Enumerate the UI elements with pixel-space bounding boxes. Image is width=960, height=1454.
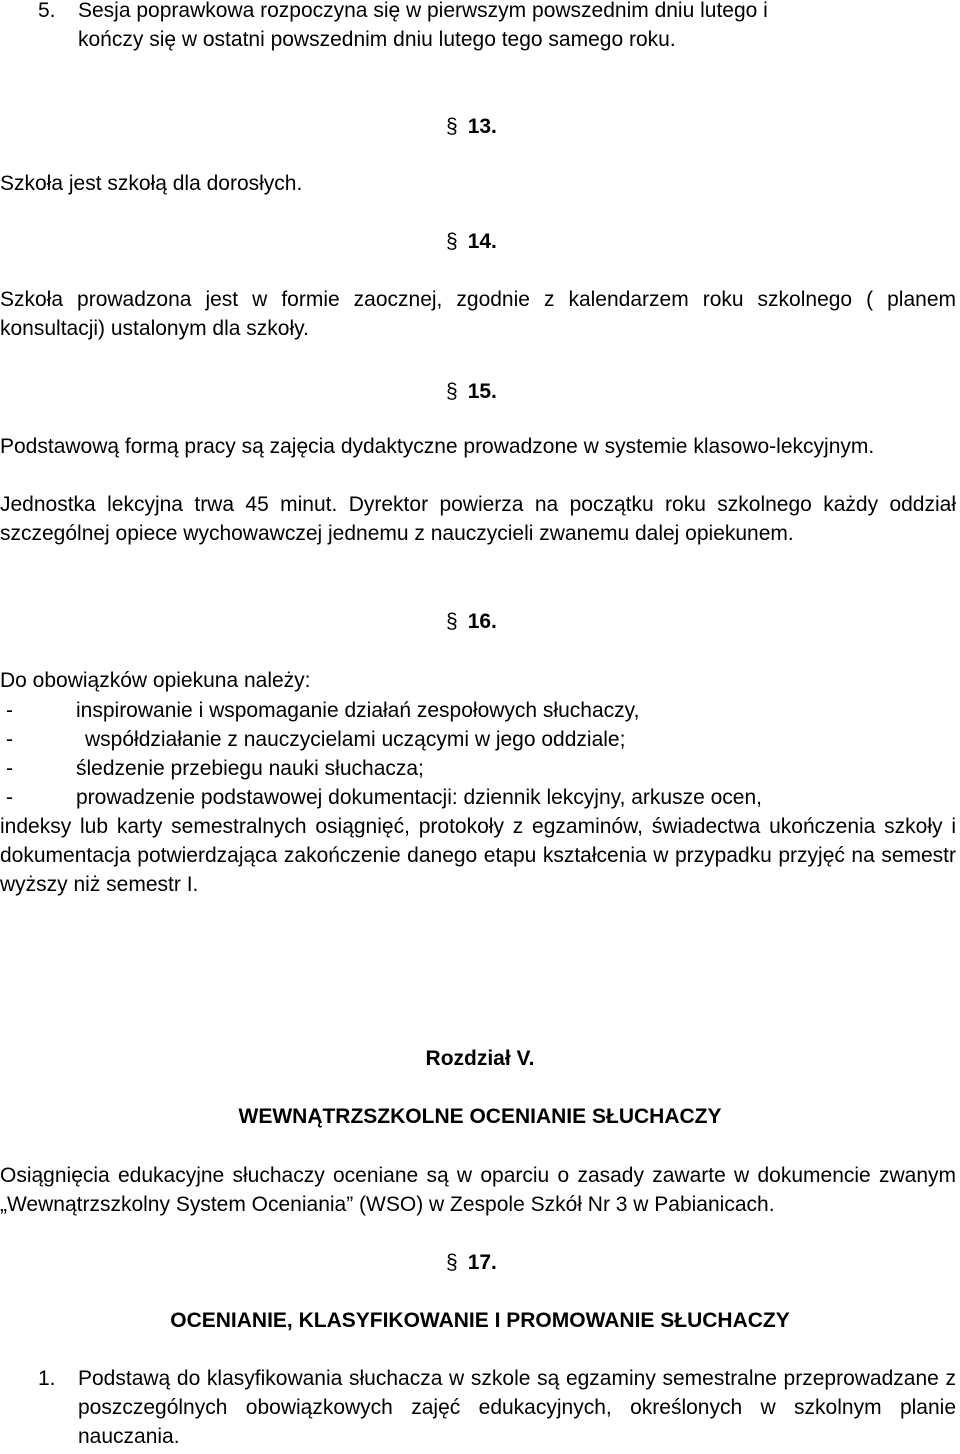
dash-bullet: - — [6, 699, 13, 722]
section-17-title: OCENIANIE, KLASYFIKOWANIE I PROMOWANIE SŁUCHACZY — [170, 1309, 790, 1332]
dash-bullet: - — [6, 757, 13, 780]
duties-continuation: indeksy lub karty semestralnych osiągnięć, protokoły z egzaminów, świadectwa ukończenia szkoły i dokumentacja potwierdzająca zakończenie danego etapu kształcenia w przypadku przyjęć na semestr wyższy niż semestr I. — [0, 815, 956, 896]
chapter-heading: Rozdział V. — [425, 1047, 535, 1070]
section-number: 17. — [467, 1251, 497, 1274]
paragraph-13: Szkoła jest szkołą dla dorosłych. — [0, 172, 303, 195]
section-number: 13. — [467, 115, 497, 138]
duty-text: śledzenie przebiegu nauki słuchacza; — [76, 757, 424, 780]
section-heading-16 — [446, 607, 497, 636]
paragraph-sign: § — [446, 1251, 458, 1274]
section-heading-15 — [446, 377, 497, 406]
list-item-text: Podstawą do klasyfikowania słuchacza w szkole są egzaminy semestralne przeprowadzane z poszczególnych obowiązkowych zajęć edukacyjnych, określonych w szkolnym planie nauczania. — [78, 1367, 956, 1448]
paragraph-15-b: Jednostka lekcyjna trwa 45 minut. Dyrektor powierza na początku roku szkolnego każdy oddział szczególnej opiece wychowawczej jednemu z nauczycieli zwanemu dalej opiekunem. — [0, 493, 956, 545]
duty-item-2 — [0, 725, 956, 754]
paragraph-15-a: Podstawową formą pracy są zajęcia dydaktyczne prowadzone w systemie klasowo-lekcyjnym. — [0, 435, 875, 458]
chapter-title: WEWNĄTRZSZKOLNE OCENIANIE SŁUCHACZY — [238, 1105, 722, 1128]
paragraph-sign: § — [446, 610, 458, 633]
paragraph-14: Szkoła prowadzona jest w formie zaocznej, zgodnie z kalendarzem roku szkolnego ( planem konsultacji) ustalonym dla szkoły. — [0, 288, 956, 340]
list-item-1 — [0, 1364, 956, 1454]
paragraph-16-intro: Do obowiązków opiekuna należy: — [0, 669, 311, 692]
list-item-text — [78, 0, 956, 54]
section-heading-17 — [446, 1248, 497, 1277]
paragraph-sign: § — [446, 380, 458, 403]
duty-item-1 — [0, 696, 956, 725]
paragraph-wso: Osiągnięcia edukacyjne słuchaczy oceniane są w oparciu o zasady zawarte w dokumencie zwanym „Wewnątrzszkolny System Oceniania” (WSO) w Zespole Szkół Nr 3 w Pabianicach. — [0, 1164, 956, 1216]
section-heading-14 — [446, 227, 497, 256]
section-number: 14. — [467, 230, 497, 253]
duty-text: prowadzenie podstawowej dokumentacji: dziennik lekcyjny, arkusze ocen, — [76, 786, 762, 809]
duty-item-4 — [0, 783, 956, 812]
section-number: 16. — [467, 610, 497, 633]
section-number: 15. — [467, 380, 497, 403]
list-item-5 — [0, 0, 956, 54]
paragraph-sign: § — [446, 230, 458, 253]
duty-text: współdziałanie z nauczycielami uczącymi w jego oddziale; — [85, 728, 626, 751]
dash-bullet: - — [6, 786, 13, 809]
list-item-line-2: kończy się w ostatni powszednim dniu lutego tego samego roku. — [78, 28, 676, 51]
duty-text: inspirowanie i wspomaganie działań zespołowych słuchaczy, — [76, 699, 640, 722]
dash-bullet: - — [6, 728, 13, 751]
list-item-number: 5. — [38, 0, 56, 22]
duty-item-3 — [0, 754, 956, 783]
list-item-number: 1. — [38, 1367, 56, 1390]
section-heading-13 — [446, 112, 497, 141]
paragraph-sign: § — [446, 115, 458, 138]
list-item-line-1: Sesja poprawkowa rozpoczyna się w pierwszym powszednim dniu lutego i — [78, 0, 768, 22]
